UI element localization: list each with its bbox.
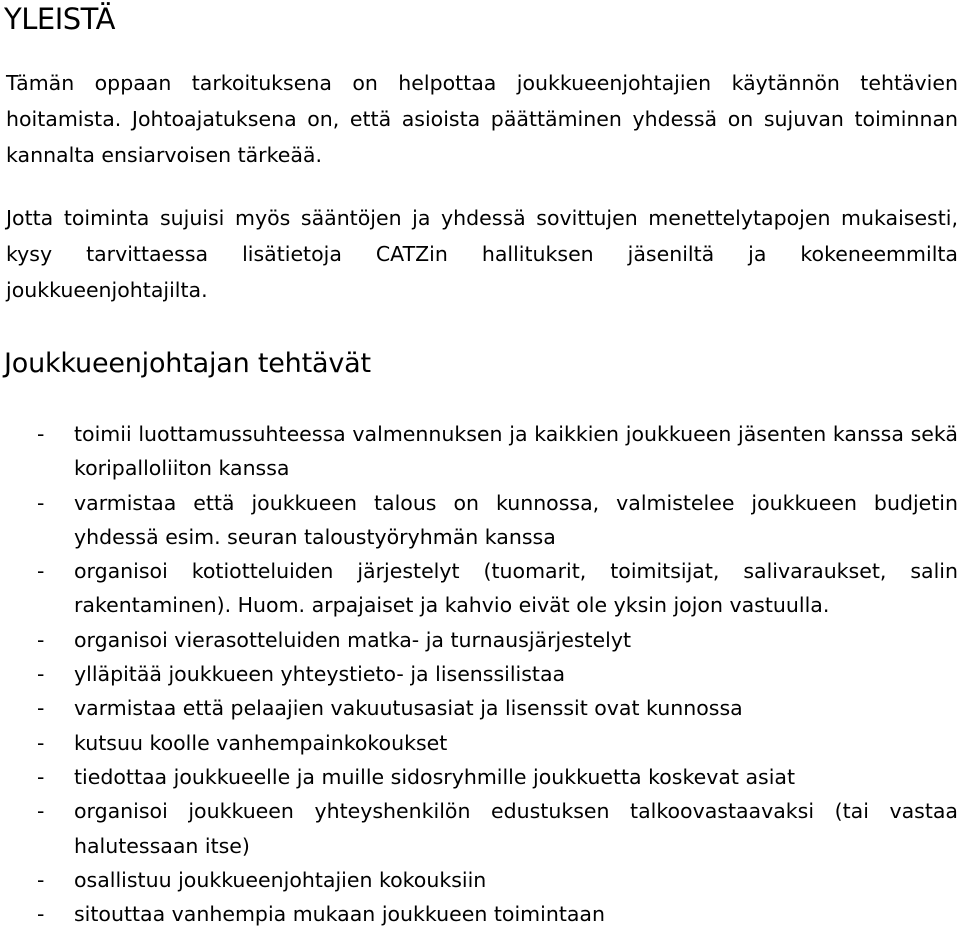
bullet-dash: -: [37, 559, 45, 584]
task-item: [0, 726, 960, 760]
task-text: ylläpitää joukkueen yhteystieto- ja lisenssilistaa: [74, 662, 566, 687]
task-item: [0, 623, 960, 657]
bullet-dash: -: [37, 799, 45, 824]
bullet-dash: -: [37, 490, 45, 515]
intro-paragraph-contacts: Jotta toiminta sujuisi myös sääntöjen ja yhdessä sovittujen menettelytapojen mukaisesti, kysy tarvittaessa lisätietoja CATZin hallituksen jäseniltä ja kokeneemmilta joukkueenjohtajilta.: [6, 206, 958, 302]
task-item: [0, 486, 960, 555]
bullet-dash: -: [37, 422, 45, 446]
task-item: [0, 554, 960, 623]
task-item: [0, 760, 960, 794]
task-item: [0, 863, 960, 897]
task-text: varmistaa että pelaajien vakuutusasiat ja lisenssit ovat kunnossa: [74, 696, 743, 721]
task-list: [0, 417, 960, 931]
task-text: organisoi joukkueen yhteyshenkilön edustuksen talkoovastaavaksi (tai vastaa halutessaan itse): [74, 799, 958, 858]
page-title: YLEISTÄ: [4, 2, 115, 36]
section-heading: Joukkueenjohtajan tehtävät: [4, 348, 371, 379]
task-item: [0, 691, 960, 725]
bullet-dash: -: [37, 627, 45, 652]
task-item: [0, 417, 960, 486]
task-text: toimii luottamussuhteessa valmennuksen ja kaikkien joukkueen jäsenten kanssa sekä koripalloliiton kanssa: [74, 422, 958, 481]
bullet-dash: -: [37, 764, 45, 789]
bullet-dash: -: [37, 902, 45, 927]
task-item: [0, 657, 960, 691]
task-text: tiedottaa joukkueelle ja muille sidosryhmille joukkuetta koskevat asiat: [74, 764, 796, 789]
intro-paragraph-purpose: Tämän oppaan tarkoituksena on helpottaa joukkueenjohtajien käytännön tehtävien hoitamista. Johtoajatuksena on, että asioista päättäminen yhdessä on sujuvan toiminnan kannalta ensiarvoisen tärkeää.: [6, 71, 958, 167]
task-text: sitouttaa vanhempia mukaan joukkueen toimintaan: [74, 902, 605, 927]
task-text: varmistaa että joukkueen talous on kunnossa, valmistelee joukkueen budjetin yhdessä esim. seuran taloustyöryhmän kanssa: [74, 490, 958, 549]
bullet-dash: -: [37, 867, 45, 892]
task-text: organisoi vierasotteluiden matka- ja turnausjärjestelyt: [74, 627, 632, 652]
task-text: kutsuu koolle vanhempainkokoukset: [74, 730, 448, 755]
task-text: osallistuu joukkueenjohtajien kokouksiin: [74, 867, 487, 892]
bullet-dash: -: [37, 730, 45, 755]
bullet-dash: -: [37, 696, 45, 721]
bullet-dash: -: [37, 662, 45, 687]
task-text: organisoi kotiotteluiden järjestelyt (tuomarit, toimitsijat, salivaraukset, salin rakentaminen). Huom. arpajaiset ja kahvio eivät ole yksin jojon vastuulla.: [74, 559, 958, 618]
task-item: [0, 794, 960, 863]
